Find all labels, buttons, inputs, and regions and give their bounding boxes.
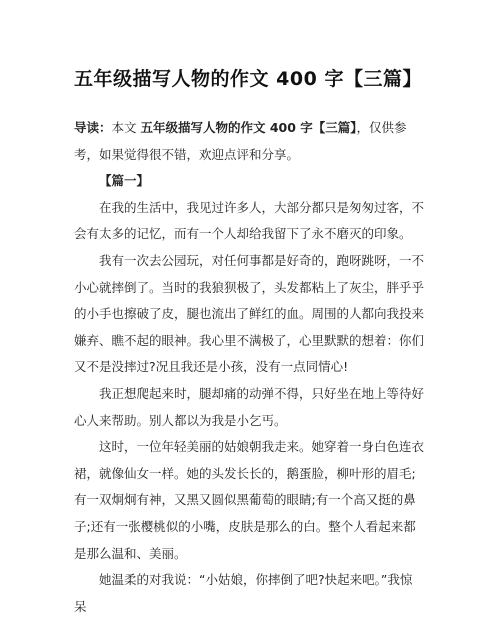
paragraph-1: 在我的生活中，我见过许多人，大部分都只是匆匆过客，不会有太多的记忆，而有一个人却给我留下了永不磨灭的印象。 bbox=[74, 199, 425, 242]
lead-prefix: 本文 bbox=[111, 120, 141, 135]
paragraph-5: 她温柔的对我说：“小姑娘，你摔倒了吧?快起来吧。”我惊呆 bbox=[74, 572, 413, 614]
paragraph-2: 我有一次去公园玩，对任何事都是好奇的，跑呀跳呀，一不小心就摔倒了。当时的我狼狈极了，头发都粘上了灰尘，胖乎乎的小手也擦破了皮，腿也流出了鲜红的血。周围的人都向我投来嫌弃、瞧不起的眼神。我心里不满极了，心里默默的想着：你们又不是没摔过?况且我还是小孩，没有一点同情心! bbox=[74, 252, 425, 375]
section-heading: 【篇一】 bbox=[99, 173, 150, 189]
lead-label: 导读： bbox=[74, 120, 112, 135]
lead-paragraph bbox=[74, 115, 424, 168]
document-body bbox=[74, 115, 424, 620]
lead-suffix: ，仅供参考，如果觉得很不错，欢迎点评和分享。 bbox=[74, 120, 407, 162]
paragraph-4: 这时，一位年轻美丽的姑娘朝我走来。她穿着一身白色连衣裙，就像仙女一样。她的头发长长的，鹅蛋脸，柳叶形的眉毛;有一双炯炯有神，又黑又圆似黑葡萄的眼睛;有一个高又挺的鼻子;还有一张樱桃似的小嘴，皮肤是那么的白。整个人看起来都是那么温和、美丽。 bbox=[74, 439, 425, 561]
document-title: 五年级描写人物的作文 400 字【三篇】 bbox=[74, 68, 422, 90]
lead-title: 五年级描写人物的作文 400 字【三篇】 bbox=[140, 120, 357, 135]
paragraph-3: 我正想爬起来时，腿却痛的动弹不得，只好坐在地上等待好心人来帮助。别人都以为我是小乞丐。 bbox=[74, 385, 425, 428]
